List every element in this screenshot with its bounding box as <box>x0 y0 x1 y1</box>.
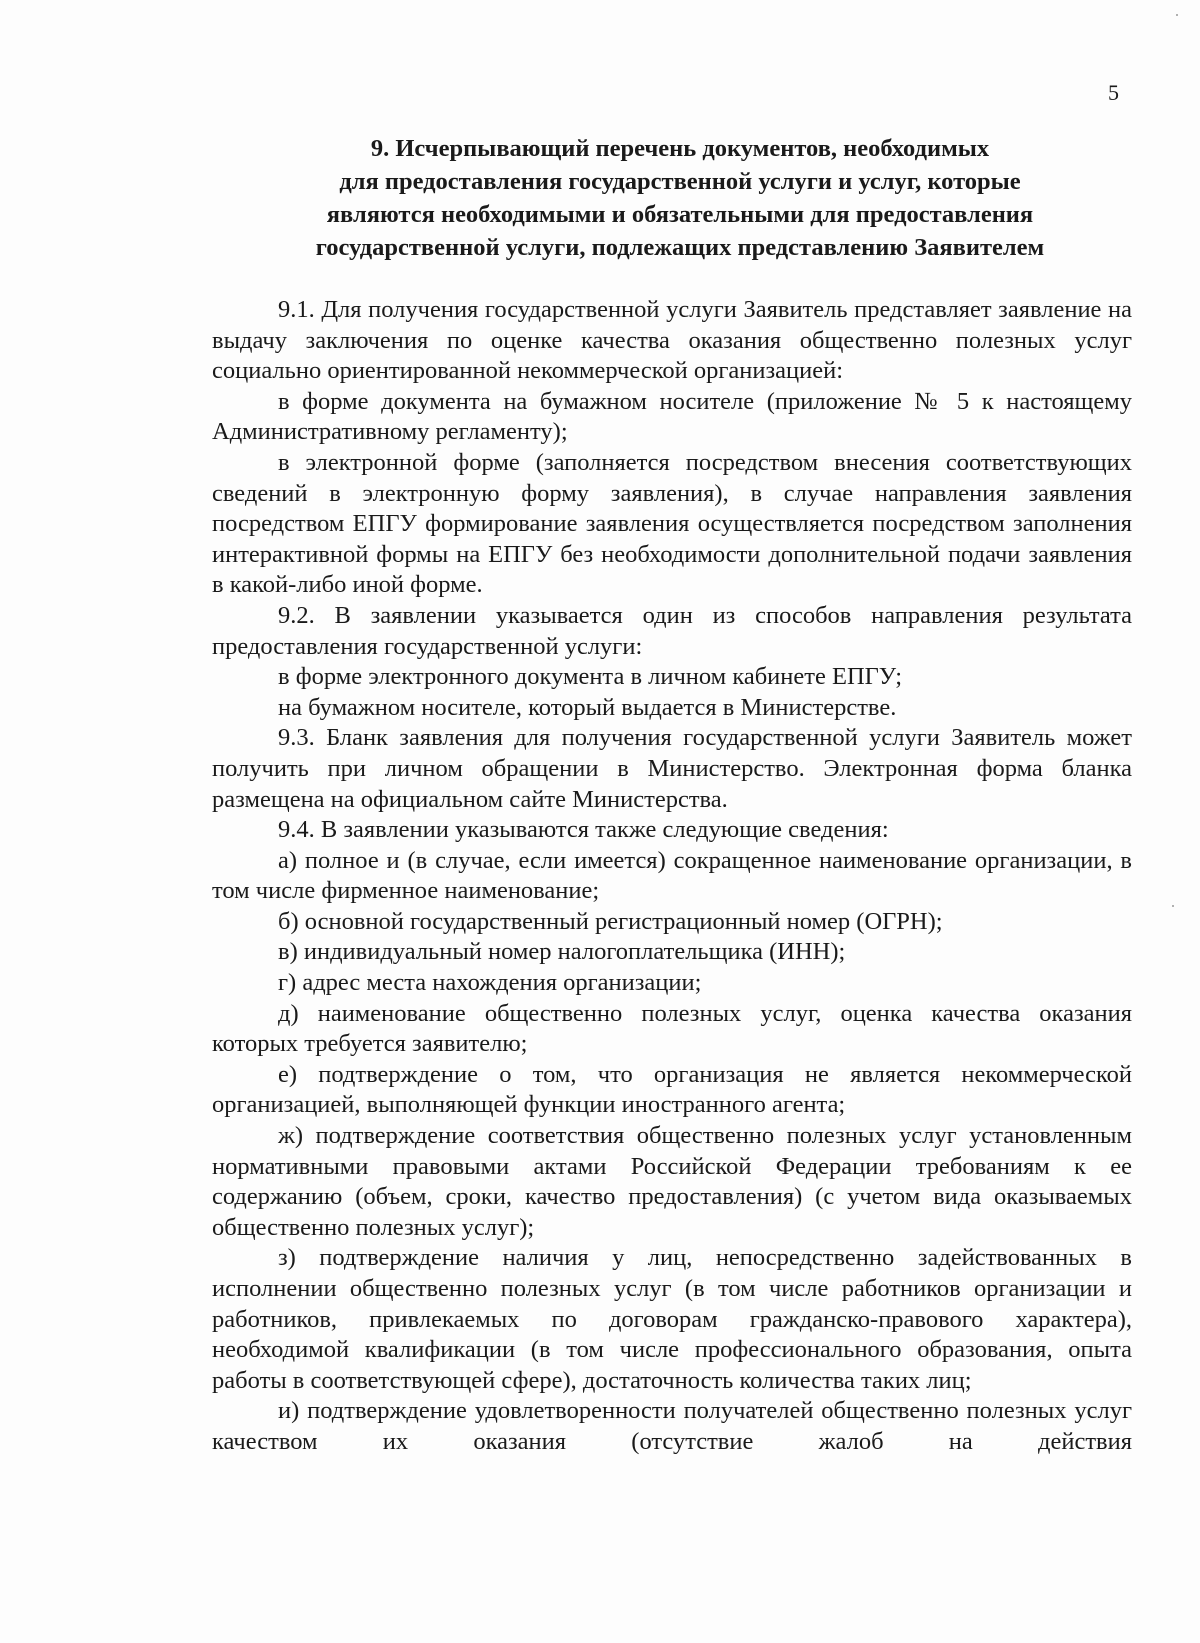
list-item-g: г) адрес места нахождения организации; <box>278 969 702 997</box>
paragraph-paper-form: в форме документа на бумажном носителе (приложение № 5 к настоящему Административному регламенту); <box>212 387 1132 446</box>
heading-line: являются необходимыми и обязательными для предоставления <box>326 201 1034 228</box>
list-item-zh: ж) подтверждение соответствия общественно полезных услуг установленным нормативными правовыми актами Российской Федерации требованиям к ее содержанию (объем, сроки, качество предоставления) (с учетом вида оказываемых общественно полезных услуг); <box>212 1122 1132 1241</box>
paragraph-9-1: 9.1. Для получения государственной услуги Заявитель представляет заявление на выдачу заключения по оценке качества оказания общественно полезных услуг социально ориентированной некоммерческой организацией: <box>212 296 1132 385</box>
heading-line: для предоставления государственной услуги и услуг, которые <box>339 168 1021 195</box>
list-item-i: и) подтверждение удовлетворенности получателей общественно полезных услуг качеством их оказания (отсутствие жалоб на действия <box>212 1397 1132 1455</box>
paragraph-electronic-document: в форме электронного документа в личном кабинете ЕПГУ; <box>278 663 903 691</box>
paragraph-9-4: 9.4. В заявлении указываются также следующие сведения: <box>278 816 889 844</box>
list-item-a: а) полное и (в случае, если имеется) сокращенное наименование организации, в том числе фирменное наименование; <box>212 846 1132 905</box>
heading-line: 9. Исчерпывающий перечень документов, необходимых <box>370 135 990 162</box>
body-text <box>212 295 1132 1458</box>
list-item-e: е) подтверждение о том, что организация не является некоммерческой организацией, выполняющей функции иностранного агента; <box>212 1060 1132 1119</box>
page-number: 5 <box>1108 80 1119 105</box>
paragraph-9-3: 9.3. Бланк заявления для получения государственной услуги Заявитель может получить при личном обращении в Министерство. Электронная форма бланка размещена на официальном сайте Министерства. <box>212 724 1132 813</box>
paragraph-electronic-form: в электронной форме (заполняется посредством внесения соответствующих сведений в электронную форму заявления), в случае направления заявления посредством ЕПГУ формирование заявления осуществляется посредством заполнения интерактивной формы на ЕПГУ без необходимости дополнительной подачи заявления в какой-либо иной форме. <box>212 448 1132 599</box>
paragraph-9-2: 9.2. В заявлении указывается один из способов направления результата предоставления государственной услуги: <box>212 601 1132 660</box>
section-heading <box>220 132 1140 264</box>
list-item-v: в) индивидуальный номер налогоплательщика (ИНН); <box>278 938 846 966</box>
list-item-z: з) подтверждение наличия у лиц, непосредственно задействованных в исполнении общественно полезных услуг (в том числе работников организации и работников, привлекаемых по договорам гражданско-правового характера), необходимой квалификации (в том числе профессионального образования, опыта работы в соответствующей сфере), достаточность количества таких лиц; <box>212 1244 1132 1394</box>
list-item-b: б) основной государственный регистрационный номер (ОГРН); <box>278 907 943 935</box>
scan-speck <box>1172 905 1174 907</box>
paragraph-paper-carrier: на бумажном носителе, который выдается в Министерстве. <box>278 693 897 721</box>
list-item-d: д) наименование общественно полезных услуг, оценка качества оказания которых требуется заявителю; <box>212 999 1132 1058</box>
scan-speck <box>1176 14 1178 16</box>
heading-line: государственной услуги, подлежащих представлению Заявителем <box>315 234 1045 261</box>
